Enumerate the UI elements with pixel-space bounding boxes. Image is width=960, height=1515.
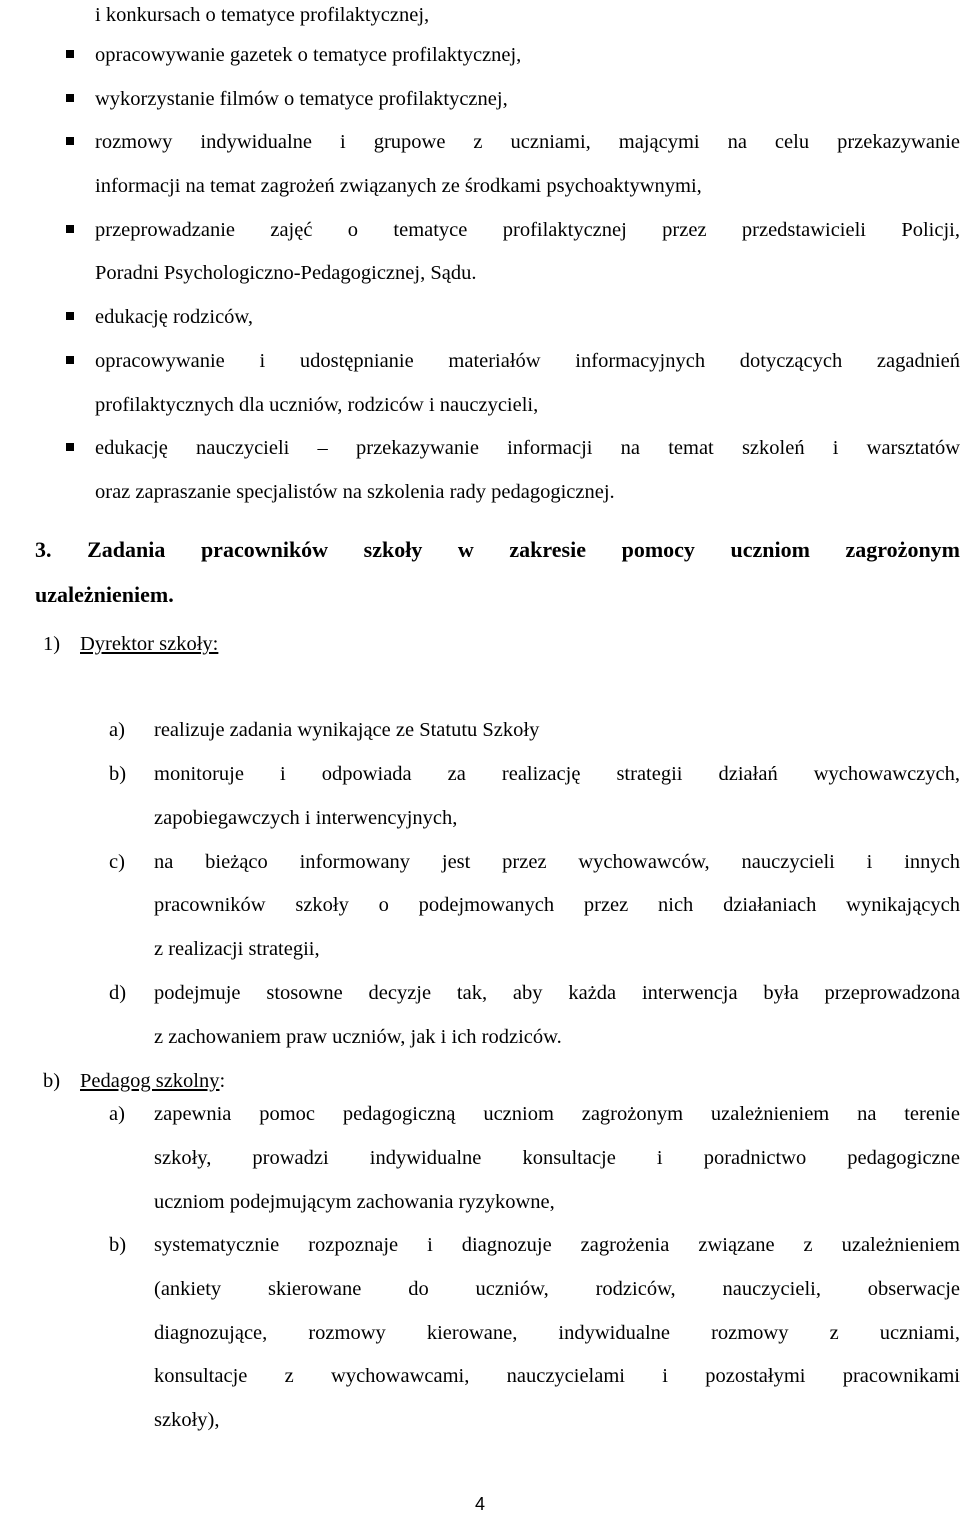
list-item-continuation: Poradni Psychologiczno-Pedagogicznej, Sądu. <box>95 262 477 284</box>
list-item: na bieżąco informowany jest przez wychowawców, nauczycieli i innych <box>154 851 960 873</box>
bullet-icon <box>66 50 74 58</box>
list-item: opracowywanie gazetek o tematyce profilaktycznej, <box>95 44 522 66</box>
list-item: edukację rodziców, <box>95 306 254 328</box>
list-item-continuation: informacji na temat zagrożeń związanych ze środkami psychoaktywnymi, <box>95 175 702 197</box>
bullet-icon <box>66 137 74 145</box>
bullet-icon <box>66 312 74 320</box>
list-item-continuation: konsultacje z wychowawcami, nauczycielami i pozostałymi pracownikami <box>154 1365 960 1387</box>
list-item: opracowywanie i udostępnianie materiałów informacyjnych dotyczących zagadnień <box>95 350 960 372</box>
list-marker: d) <box>109 982 127 1004</box>
subsection-title-colon: : <box>219 1070 226 1092</box>
list-item: przeprowadzanie zajęć o tematyce profilaktycznej przez przedstawicieli Policji, <box>95 219 960 241</box>
list-item-continuation: z realizacji strategii, <box>154 938 320 960</box>
list-item-continuation: uczniom podejmującym zachowania ryzykowne, <box>154 1191 555 1213</box>
page-number: 4 <box>474 1494 485 1514</box>
section-heading: 3. Zadania pracowników szkoły w zakresie pomocy uczniom zagrożonym <box>35 537 960 562</box>
list-item: systematycznie rozpoznaje i diagnozuje zagrożenia związane z uzależnieniem <box>154 1234 960 1256</box>
list-item-continuation: (ankiety skierowane do uczniów, rodziców, nauczycieli, obserwacje <box>154 1278 960 1300</box>
list-marker: a) <box>109 719 125 741</box>
subsection-marker: 1) <box>43 633 61 655</box>
bullet-icon <box>66 443 74 451</box>
list-item: podejmuje stosowne decyzje tak, aby każda interwencja była przeprowadzona <box>154 982 960 1004</box>
list-item-continuation: i konkursach o tematyce profilaktycznej, <box>95 4 430 26</box>
list-item: monitoruje i odpowiada za realizację strategii działań wychowawczych, <box>154 763 960 785</box>
list-item: edukację nauczycieli – przekazywanie informacji na temat szkoleń i warsztatów <box>95 437 960 459</box>
list-item-continuation: szkoły, prowadzi indywidualne konsultacje i poradnictwo pedagogiczne <box>154 1147 960 1169</box>
bullet-icon <box>66 94 74 102</box>
list-item-continuation: diagnozujące, rozmowy kierowane, indywidualne rozmowy z uczniami, <box>154 1322 960 1344</box>
list-marker: b) <box>109 1234 127 1256</box>
list-marker: b) <box>109 763 127 785</box>
list-item-continuation: oraz zapraszanie specjalistów na szkolenia rady pedagogicznej. <box>95 481 615 503</box>
list-item-continuation: szkoły), <box>154 1409 220 1431</box>
list-item: zapewnia pomoc pedagogiczną uczniom zagrożonym uzależnieniem na terenie <box>154 1103 960 1125</box>
list-item-continuation: zapobiegawczych i interwencyjnych, <box>154 807 458 829</box>
list-item: rozmowy indywidualne i grupowe z uczniami, mającymi na celu przekazywanie <box>95 131 960 153</box>
bullet-icon <box>66 356 74 364</box>
list-marker: a) <box>109 1103 125 1125</box>
list-item-continuation: pracowników szkoły o podejmowanych przez nich działaniach wynikających <box>154 894 960 916</box>
subsection-marker: b) <box>43 1070 61 1092</box>
list-marker: c) <box>109 851 125 873</box>
section-heading-continuation: uzależnieniem. <box>35 582 174 607</box>
subsection-title: Pedagog szkolny <box>80 1070 220 1092</box>
subsection-title-wrap <box>80 1068 225 1094</box>
list-item: wykorzystanie filmów o tematyce profilaktycznej, <box>95 88 508 110</box>
list-item-continuation: profilaktycznych dla uczniów, rodziców i nauczycieli, <box>95 394 539 416</box>
subsection-title: Dyrektor szkoły: <box>80 633 219 655</box>
list-item: realizuje zadania wynikające ze Statutu Szkoły <box>154 719 540 741</box>
bullet-icon <box>66 225 74 233</box>
list-item-continuation: z zachowaniem praw uczniów, jak i ich rodziców. <box>154 1026 562 1048</box>
